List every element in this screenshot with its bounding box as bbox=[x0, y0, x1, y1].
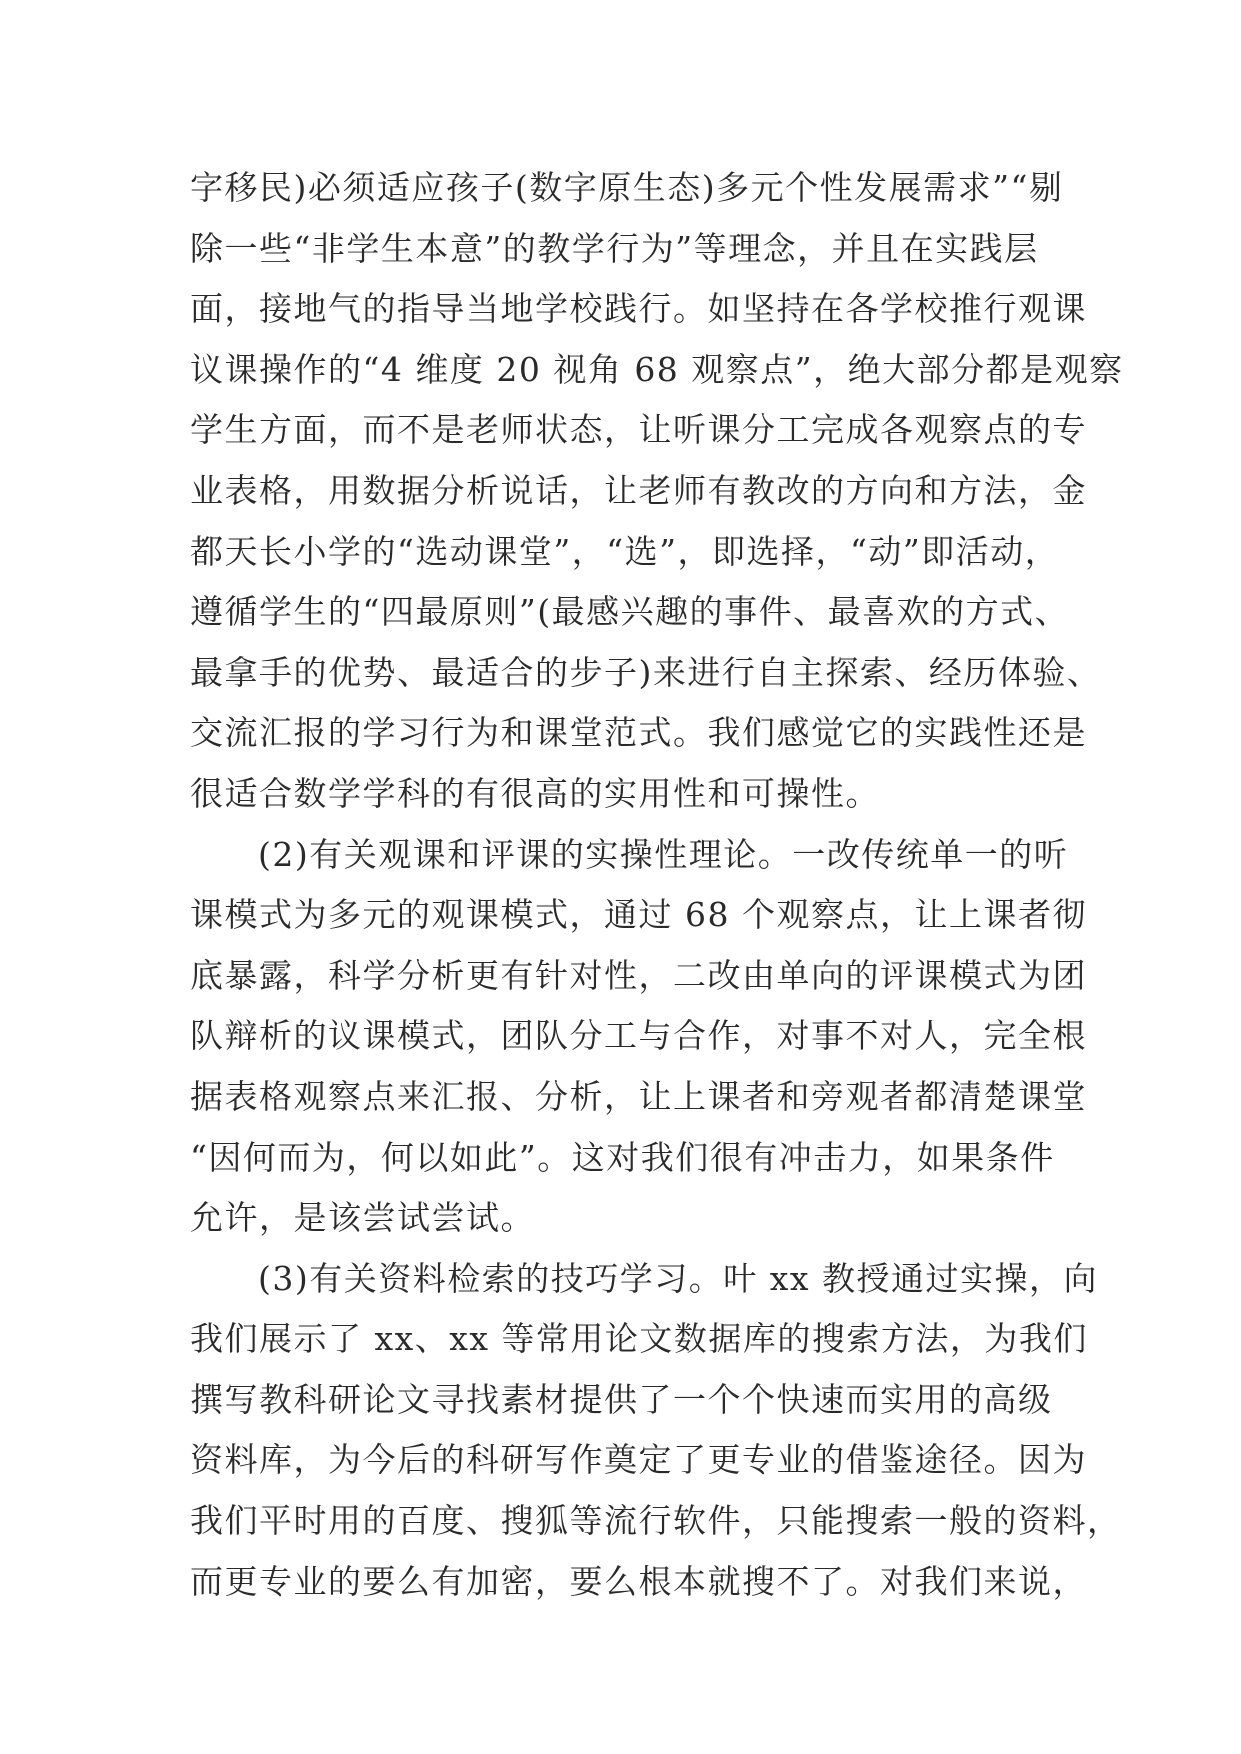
text-line: 撰写教科研论文寻找素材提供了一个个快速而实用的高级 bbox=[190, 1379, 1053, 1419]
text-line: 队辩析的议课模式，团队分工与合作，对事不对人，完全根 bbox=[190, 1016, 1087, 1056]
document-body bbox=[190, 158, 1124, 1612]
text-line: 都天长小学的“选动课堂”，“选”，即选择，“动”即活动， bbox=[190, 531, 1060, 571]
text-line: 业表格，用数据分析说话，让老师有教改的方向和方法，金 bbox=[190, 470, 1087, 510]
text-line: 资料库，为今后的科研写作奠定了更专业的借鉴途径。因为 bbox=[190, 1440, 1087, 1480]
text-line: 底暴露，科学分析更有针对性，二改由单向的评课模式为团 bbox=[190, 955, 1087, 995]
text-line: “因何而为，何以如此”。这对我们很有冲击力，如果条件 bbox=[190, 1137, 1055, 1177]
text-line: (2)有关观课和评课的实操性理论。一改传统单一的听 bbox=[258, 834, 1069, 874]
text-line: 据表格观察点来汇报、分析，让上课者和旁观者都清楚课堂 bbox=[190, 1076, 1087, 1116]
text-line: 允许，是该尝试尝试。 bbox=[190, 1198, 535, 1238]
text-line: 我们平时用的百度、搜狐等流行软件，只能搜索一般的资料， bbox=[190, 1501, 1122, 1541]
text-line: 面，接地气的指导当地学校践行。如坚持在各学校推行观课 bbox=[190, 289, 1087, 329]
text-line: 我们展示了 xx、xx 等常用论文数据库的搜索方法，为我们 bbox=[190, 1319, 1088, 1359]
text-line: 交流汇报的学习行为和课堂范式。我们感觉它的实践性还是 bbox=[190, 713, 1087, 753]
paragraph-1 bbox=[190, 158, 1124, 825]
text-line: 最拿手的优势、最适合的步子)来进行自主探索、经历体验、 bbox=[190, 652, 1102, 692]
text-line: 很适合数学学科的有很高的实用性和可操性。 bbox=[190, 773, 880, 813]
text-line: 学生方面，而不是老师状态，让听课分工完成各观察点的专 bbox=[190, 410, 1087, 450]
text-line: 课模式为多元的观课模式，通过 68 个观察点，让上课者彻 bbox=[190, 895, 1087, 935]
text-line: 而更专业的要么有加密，要么根本就搜不了。对我们来说， bbox=[190, 1561, 1087, 1601]
text-line: 遵循学生的“四最原则”(最感兴趣的事件、最喜欢的方式、 bbox=[190, 592, 1070, 632]
text-line: 字移民)必须适应孩子(数字原生态)多元个性发展需求”“剔 bbox=[190, 168, 1064, 207]
text-line: (3)有关资料检索的技巧学习。叶 xx 教授通过实操，向 bbox=[258, 1258, 1098, 1298]
text-line: 议课操作的“4 维度 20 视角 68 观察点”，绝大部分都是观察 bbox=[190, 349, 1124, 389]
paragraph-3 bbox=[190, 1249, 1122, 1613]
paragraph-2 bbox=[190, 825, 1087, 1249]
text-line: 除一些“非学生本意”的教学行为”等理念，并且在实践层 bbox=[190, 228, 1039, 268]
